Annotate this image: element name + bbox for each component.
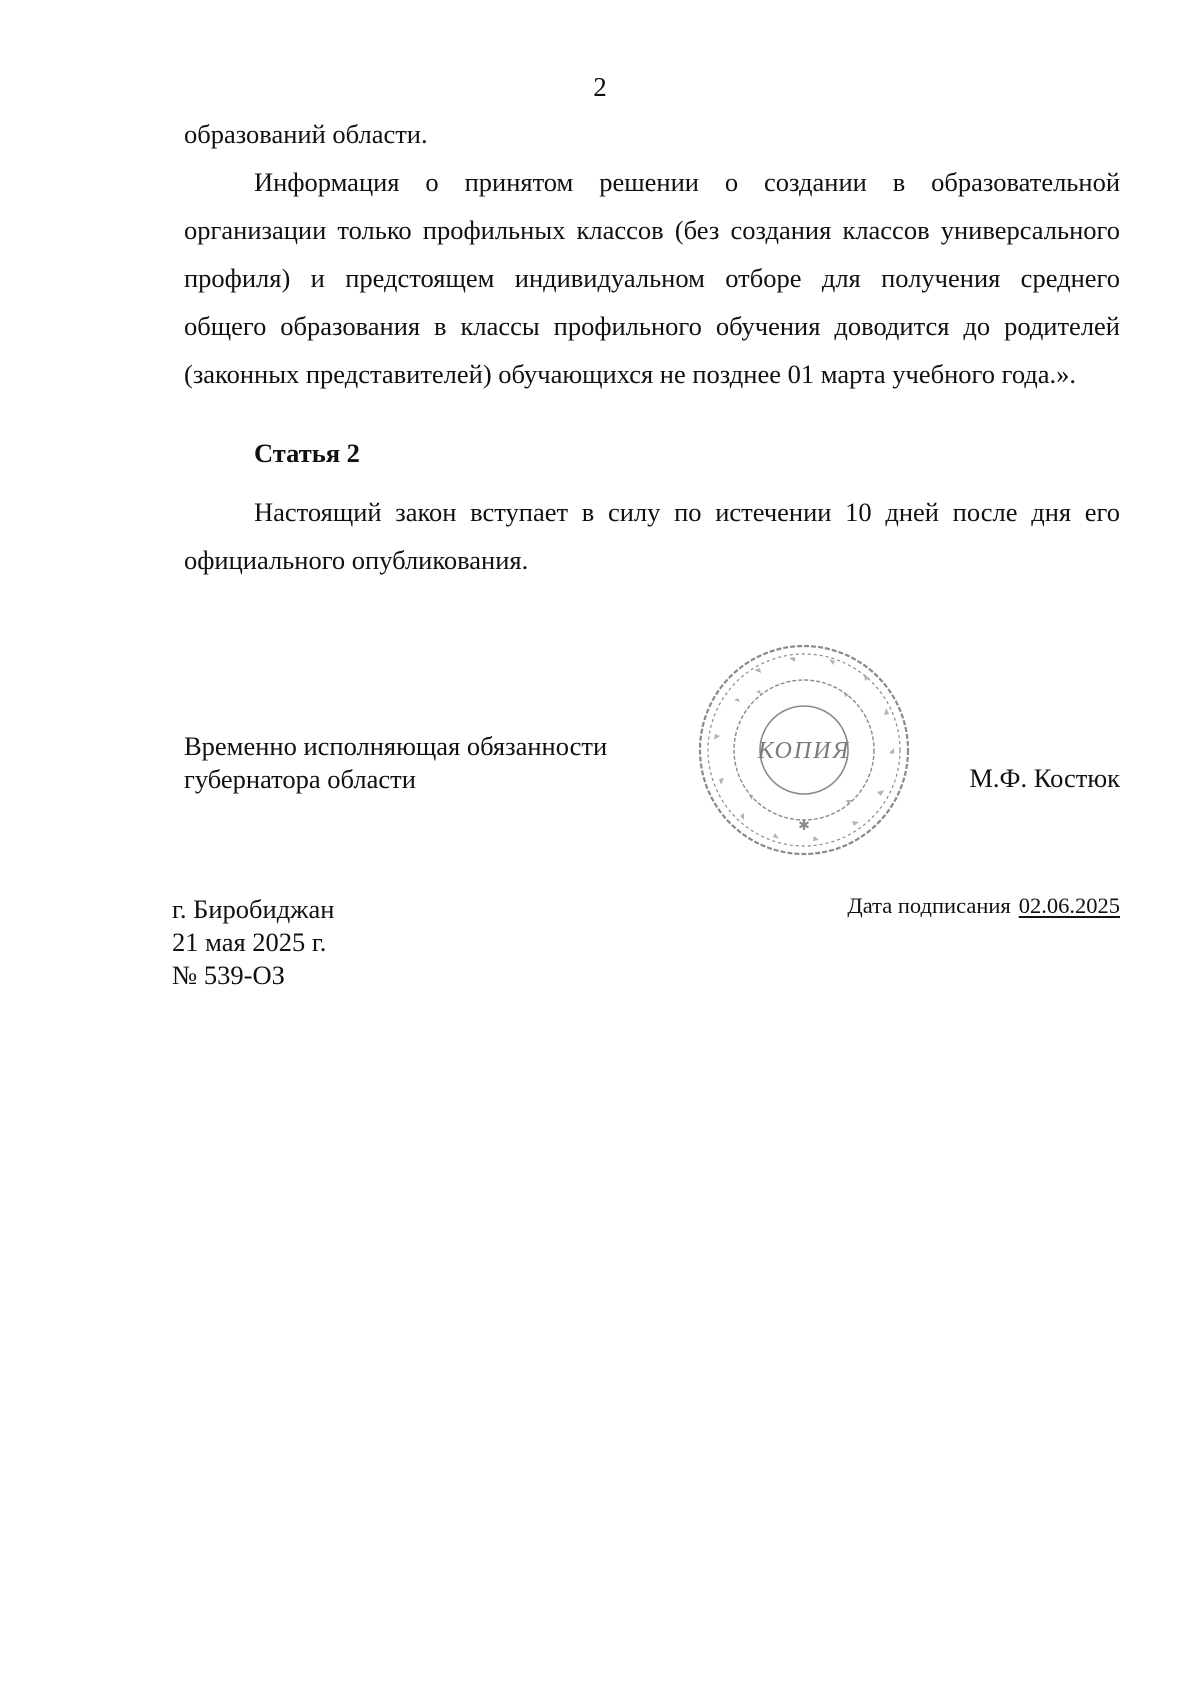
signer-position-line: Временно исполняющая обязанности [184, 731, 608, 761]
place-date-number [172, 893, 334, 992]
law-date: 21 мая 2025 г. [172, 927, 327, 957]
text-line: официального опубликования. [184, 545, 529, 575]
article-paragraph [184, 488, 1120, 584]
svg-text:✱: ✱ [798, 819, 810, 834]
paragraph-info [184, 158, 1120, 398]
text-line: образований области. [184, 119, 428, 149]
text-line: Информация о принятом решении о создании в образовательной [254, 167, 1120, 197]
law-number: № 539-ОЗ [172, 960, 285, 990]
city: г. Биробиджан [172, 894, 335, 924]
signing-date-label: Дата подписания [847, 893, 1011, 918]
page-number: 2 [593, 72, 607, 102]
signer-position-line: губернатора области [184, 764, 416, 794]
signing-date [847, 893, 1120, 919]
signer-name: М.Ф. Костюк [969, 763, 1120, 793]
article-heading: Статья 2 [254, 438, 360, 468]
signer-position [184, 730, 607, 796]
text-line: профиля) и предстоящем индивидуальном отборе для получения среднего [184, 263, 1120, 293]
text-line: (законных представителей) обучающихся не позднее 01 марта учебного года.». [184, 359, 1077, 389]
text-line: Настоящий закон вступает в силу по истечении 10 дней после дня его [254, 497, 1120, 527]
signing-date-value: 02.06.2025 [1018, 893, 1120, 918]
continuation-text [184, 110, 1120, 158]
official-seal-stamp [694, 640, 914, 860]
text-line: общего образования в классы профильного обучения доводится до родителей [184, 311, 1120, 341]
seal-label: КОПИЯ [757, 738, 851, 764]
text-line: организации только профильных классов (без создания классов универсального [184, 215, 1120, 245]
